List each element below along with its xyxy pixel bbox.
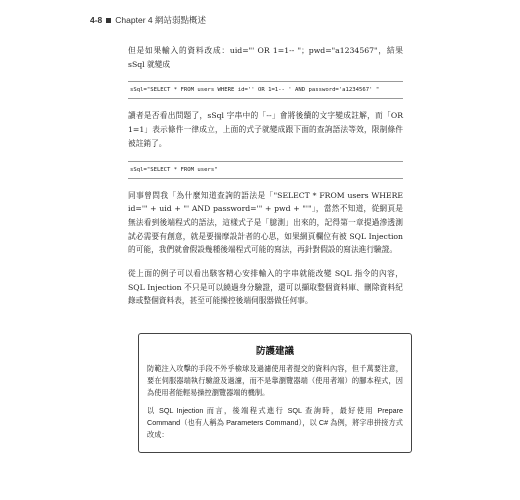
page-number: 4-8 [90,15,103,25]
square-bullet-icon [106,18,111,23]
defense-tip-box [138,333,412,453]
code-block-2: sSql="SELECT * FROM users" [128,161,403,179]
tip-paragraph-2: 以 SQL Injection 而言，後端程式進行 SQL 查詢時，最好使用 Prepare Command（也有人稱為 Parameters Command），以 C# 為例，將字串拼接方式改成： [147,405,403,440]
paragraph-1: 但是如果輸入的資料改成：uid="' OR 1=1-- "；pwd="a1234567"，結果 sSql 就變成 [128,46,403,69]
code-block-1: sSql="SELECT * FROM users WHERE id='' OR 1=1-- ' AND password='a1234567' " [128,81,403,99]
tip-box-title: 防護建議 [255,346,294,357]
paragraph-3: 同事曾問我「為什麼知道查詢的語法是「"SELECT * FROM users WHERE id='" + uid + "' AND password='" + pwd + "'"」，當然不知道，從網頁是無法看到後端程式的語法，這樣式子是「臆測」出來的，記得第一章提過滲透測試必需要有創意，就是要揣摩設計者的心思，如果網頁欄位有被 SQL Injection 的可能，我們就會假設幾種後端程式可能的寫法，再針對假設的寫法進行驗證。 [128,190,403,255]
paragraph-2: 讀者是否看出問題了，sSql 字串中的「--」會將後續的文字變成註解，而「OR 1=1」表示條件一律成立，上面的式子就變成跟下面的查詢語法等效，限制條件被註銷了。 [128,111,403,148]
tip-paragraph-1: 防範注入攻擊的手段不外乎檢球及過濾使用者提交的資料內容，但千萬要注意，要在伺服器端執行驗證及過濾，而不是靠瀏覽器端（使用者端）的腳本程式，因為使用者能輕易操控瀏覽器端的機制。 [147,364,403,398]
paragraph-4: 從上面的例子可以看出駭客精心安排輸入的字串就能改變 SQL 指令的內容，SQL Injection 不只是可以繞過身分驗證，還可以擷取整個資料庫、刪除資料紀錄或整個資料表，甚至可能操控後端伺服器做任何事。 [128,269,403,306]
chapter-title: Chapter 4 網站弱點概述 [115,15,206,25]
main-content [128,44,403,318]
running-header [90,14,206,26]
